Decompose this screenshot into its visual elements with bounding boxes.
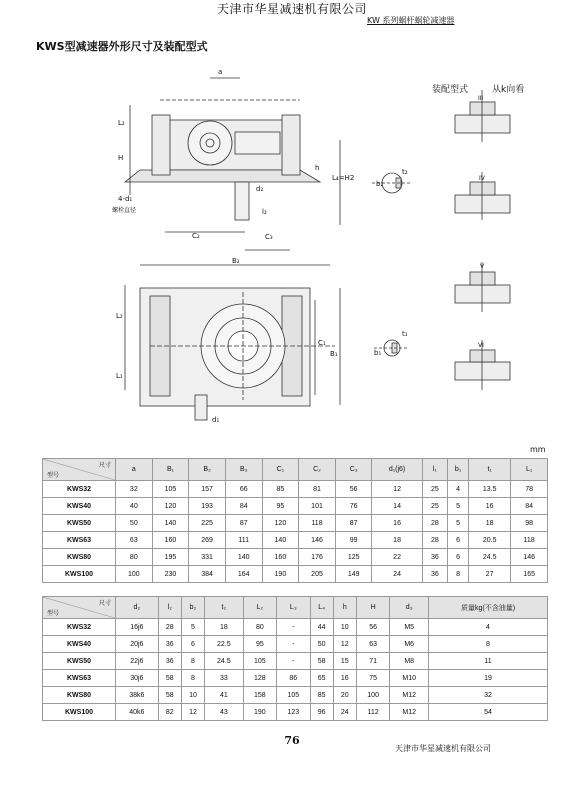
dim-L2-top: L₂	[116, 312, 123, 320]
table-cell: 160	[262, 549, 299, 566]
dim-d2: d₂	[256, 185, 264, 193]
table-cell: 6	[448, 549, 469, 566]
table-cell: 24	[333, 704, 356, 721]
model-cell: KWS32	[43, 619, 116, 636]
table-cell: 128	[243, 670, 276, 687]
table-cell: 140	[225, 549, 262, 566]
table-cell: 12	[372, 481, 422, 498]
dim-C1: C₁	[318, 339, 326, 347]
table-cell: 269	[189, 532, 226, 549]
table-cell: 20j6	[116, 636, 159, 653]
table-cell: -	[277, 636, 310, 653]
column-header: B₁	[152, 459, 189, 481]
table-corner-cell	[43, 597, 116, 619]
table-cell: 32	[429, 687, 548, 704]
table-cell: 25	[422, 498, 447, 515]
corner-model-label: 型号	[47, 473, 60, 479]
table-row	[43, 636, 548, 653]
company-footer: 天津市华星减速机有限公司	[395, 744, 491, 753]
dim-b1: b₁	[374, 349, 382, 357]
table1-body	[43, 481, 548, 583]
table-cell: 8	[429, 636, 548, 653]
table-cell: 80	[243, 619, 276, 636]
table-cell: 32	[116, 481, 153, 498]
table-cell: 140	[152, 515, 189, 532]
page-number: 76	[284, 734, 300, 747]
table-cell: 75	[356, 670, 389, 687]
table-cell: 12	[181, 704, 204, 721]
table-cell: 86	[277, 670, 310, 687]
table-row	[43, 481, 548, 498]
table-cell: 63	[356, 636, 389, 653]
table-cell: 25	[422, 481, 447, 498]
column-header-mass: 质量kg(不含油量)	[429, 597, 548, 619]
table-cell: 12	[333, 636, 356, 653]
dim-b2: b₂	[376, 180, 384, 188]
column-header: t₁	[469, 459, 511, 481]
column-header: a	[116, 459, 153, 481]
table-cell: 101	[299, 498, 336, 515]
table-cell: 193	[189, 498, 226, 515]
table-cell: 85	[310, 687, 333, 704]
top-view-drawing	[125, 285, 340, 420]
dim-h: h	[315, 164, 320, 172]
table-cell: 22j6	[116, 653, 159, 670]
table-cell: 5	[181, 619, 204, 636]
table-row	[43, 653, 548, 670]
table-header-row	[43, 597, 548, 619]
assembly-direction: 从k向看	[492, 85, 525, 95]
table-cell: 50	[116, 515, 153, 532]
table-cell: 6	[181, 636, 204, 653]
table-cell: 95	[243, 636, 276, 653]
table-cell: 195	[152, 549, 189, 566]
table-cell: 176	[299, 549, 336, 566]
company-header: 天津市华星减速机有限公司	[216, 2, 367, 16]
model-cell: KWS40	[43, 498, 116, 515]
table-row	[43, 687, 548, 704]
table-cell: 8	[181, 653, 204, 670]
table-cell: 190	[262, 566, 299, 583]
table-cell: 105	[152, 481, 189, 498]
table-cell: 43	[205, 704, 244, 721]
table-cell: M5	[390, 619, 429, 636]
table-cell: 84	[225, 498, 262, 515]
dim-L1: L₁	[116, 372, 123, 380]
table-cell: 56	[335, 481, 372, 498]
table-cell: 22.5	[205, 636, 244, 653]
table-cell: 112	[356, 704, 389, 721]
table-cell: 100	[116, 566, 153, 583]
table-cell: 24.5	[469, 549, 511, 566]
table-cell: 146	[511, 549, 548, 566]
table-header-row	[43, 459, 548, 481]
table-cell: 105	[277, 687, 310, 704]
dim-B1: B₁	[330, 350, 338, 358]
table-cell: 87	[225, 515, 262, 532]
dim-B2: B₂	[232, 257, 240, 265]
model-cell: KWS50	[43, 515, 116, 532]
table-cell: 140	[262, 532, 299, 549]
table-cell: 20.5	[469, 532, 511, 549]
assembly-title: 装配型式	[432, 85, 469, 95]
column-header: b₁	[448, 459, 469, 481]
dim-t1: t₁	[402, 330, 408, 338]
table-cell: 8	[448, 566, 469, 583]
table-cell: 120	[152, 498, 189, 515]
table-cell: 18	[469, 515, 511, 532]
table-row	[43, 670, 548, 687]
table-cell: -	[277, 653, 310, 670]
column-header: d₃	[390, 597, 429, 619]
table-cell: M8	[390, 653, 429, 670]
table-row	[43, 549, 548, 566]
table-cell: 4	[448, 481, 469, 498]
column-header: C₂	[299, 459, 336, 481]
table-cell: 6	[448, 532, 469, 549]
table-cell: 81	[299, 481, 336, 498]
table-cell: 14	[372, 498, 422, 515]
technical-drawing	[0, 60, 584, 440]
table-cell: 149	[335, 566, 372, 583]
model-cell: KWS63	[43, 532, 116, 549]
table-cell: 158	[243, 687, 276, 704]
table-cell: M6	[390, 636, 429, 653]
table-cell: 11	[429, 653, 548, 670]
table-cell: 38k6	[116, 687, 159, 704]
table-cell: M10	[390, 670, 429, 687]
column-header: C₃	[335, 459, 372, 481]
table-row	[43, 515, 548, 532]
table-cell: 4	[429, 619, 548, 636]
table-cell: 8	[181, 670, 204, 687]
table-cell: 19	[429, 670, 548, 687]
table-cell: 65	[310, 670, 333, 687]
table-cell: 146	[299, 532, 336, 549]
column-header: d₁(j6)	[372, 459, 422, 481]
table-cell: 54	[429, 704, 548, 721]
dim-C2: C₂	[192, 232, 200, 240]
table2-body	[43, 619, 548, 721]
table-cell: 98	[511, 515, 548, 532]
table-cell: 58	[158, 670, 181, 687]
table-cell: 164	[225, 566, 262, 583]
table-cell: 118	[511, 532, 548, 549]
table-cell: 33	[205, 670, 244, 687]
table-cell: 18	[205, 619, 244, 636]
table-cell: 27	[469, 566, 511, 583]
model-cell: KWS100	[43, 566, 116, 583]
table-cell: 24	[372, 566, 422, 583]
dimension-table-2	[42, 596, 548, 721]
table-cell: 36	[422, 566, 447, 583]
unit-label: mm	[530, 445, 546, 454]
column-header: l₁	[422, 459, 447, 481]
table-cell: 16	[372, 515, 422, 532]
table-cell: 331	[189, 549, 226, 566]
table-cell: 50	[310, 636, 333, 653]
table-cell: 10	[333, 619, 356, 636]
table-cell: 58	[310, 653, 333, 670]
column-header: L₃	[277, 597, 310, 619]
table-cell: 190	[243, 704, 276, 721]
table-cell: 85	[262, 481, 299, 498]
assembly-view-6: VI	[478, 342, 484, 349]
column-header: t₂	[205, 597, 244, 619]
dim-C3: C₃	[265, 233, 273, 241]
table-cell: 123	[277, 704, 310, 721]
table-cell: 28	[422, 515, 447, 532]
table-cell: 40k6	[116, 704, 159, 721]
assembly-view-4: IV	[479, 175, 485, 182]
table-cell: 41	[205, 687, 244, 704]
table-cell: 63	[116, 532, 153, 549]
column-header: C₁	[262, 459, 299, 481]
column-header: l₂	[158, 597, 181, 619]
table-cell: 36	[158, 653, 181, 670]
table-cell: 30j6	[116, 670, 159, 687]
table-cell: 95	[262, 498, 299, 515]
model-cell: KWS80	[43, 549, 116, 566]
key-section-drawing	[372, 173, 410, 356]
table-row	[43, 498, 548, 515]
table-cell: 36	[422, 549, 447, 566]
table-cell: 58	[158, 687, 181, 704]
table-cell: 76	[335, 498, 372, 515]
table-cell: 125	[335, 549, 372, 566]
table-cell: 78	[511, 481, 548, 498]
column-header: h	[333, 597, 356, 619]
table-cell: 40	[116, 498, 153, 515]
front-view-drawing	[125, 78, 340, 265]
dim-t2: t₂	[402, 168, 408, 176]
table-cell: 5	[448, 498, 469, 515]
table-cell: M12	[390, 704, 429, 721]
table-cell: 120	[262, 515, 299, 532]
table-cell: 18	[372, 532, 422, 549]
table-cell: 230	[152, 566, 189, 583]
dim-d1: d₁	[212, 416, 220, 424]
table-cell: 84	[511, 498, 548, 515]
dim-a: a	[218, 68, 223, 76]
table-row	[43, 619, 548, 636]
column-header: H	[356, 597, 389, 619]
dimension-table-1	[42, 458, 548, 583]
table-cell: -	[277, 619, 310, 636]
table-cell: 44	[310, 619, 333, 636]
column-header: B₂	[189, 459, 226, 481]
assembly-view-5: V	[480, 263, 485, 270]
table-cell: M12	[390, 687, 429, 704]
table-cell: 16	[333, 670, 356, 687]
table-cell: 96	[310, 704, 333, 721]
corner-size-label: 尺寸	[98, 463, 111, 469]
model-cell: KWS80	[43, 687, 116, 704]
table-cell: 118	[299, 515, 336, 532]
table-cell: 225	[189, 515, 226, 532]
series-header: KW 系列蜗杆蜗轮减速器	[367, 16, 455, 25]
table-row	[43, 704, 548, 721]
table-cell: 15	[333, 653, 356, 670]
table-cell: 71	[356, 653, 389, 670]
table-cell: 87	[335, 515, 372, 532]
column-header: d₂	[116, 597, 159, 619]
column-header: L₄	[310, 597, 333, 619]
table-cell: 16	[469, 498, 511, 515]
model-cell: KWS32	[43, 481, 116, 498]
table-cell: 205	[299, 566, 336, 583]
column-header: B₃	[225, 459, 262, 481]
assembly-view-3: III	[478, 95, 484, 102]
table-cell: 160	[152, 532, 189, 549]
corner-size-label: 尺寸	[98, 601, 111, 607]
table-row	[43, 532, 548, 549]
dim-L2: L₂	[118, 119, 125, 127]
table-cell: 157	[189, 481, 226, 498]
table-cell: 36	[158, 636, 181, 653]
model-cell: KWS63	[43, 670, 116, 687]
corner-model-label: 型号	[47, 611, 60, 617]
dim-L4-H2: L₄=H2	[332, 174, 355, 182]
table-cell: 20	[333, 687, 356, 704]
table-cell: 13.5	[469, 481, 511, 498]
table-cell: 165	[511, 566, 548, 583]
bolt-count: 4-d₁	[118, 195, 133, 203]
dim-l2: l₂	[262, 208, 267, 216]
table-cell: 16j6	[116, 619, 159, 636]
table-cell: 99	[335, 532, 372, 549]
table-cell: 82	[158, 704, 181, 721]
table-cell: 28	[158, 619, 181, 636]
model-cell: KWS40	[43, 636, 116, 653]
table-cell: 24.5	[205, 653, 244, 670]
model-cell: KWS100	[43, 704, 116, 721]
column-header: L₂	[243, 597, 276, 619]
table-row	[43, 566, 548, 583]
table-cell: 66	[225, 481, 262, 498]
table-cell: 80	[116, 549, 153, 566]
table-cell: 384	[189, 566, 226, 583]
column-header: b₂	[181, 597, 204, 619]
dim-H: H	[118, 154, 124, 162]
model-cell: KWS50	[43, 653, 116, 670]
bolt-note: 螺栓直径	[112, 207, 137, 214]
table-cell: 28	[422, 532, 447, 549]
table-corner-cell	[43, 459, 116, 481]
table-cell: 100	[356, 687, 389, 704]
table-cell: 111	[225, 532, 262, 549]
page-title: KWS型减速器外形尺寸及装配型式	[36, 40, 208, 53]
table-cell: 56	[356, 619, 389, 636]
column-header: L₁	[511, 459, 548, 481]
table-cell: 105	[243, 653, 276, 670]
table-cell: 22	[372, 549, 422, 566]
table-cell: 5	[448, 515, 469, 532]
table-cell: 10	[181, 687, 204, 704]
